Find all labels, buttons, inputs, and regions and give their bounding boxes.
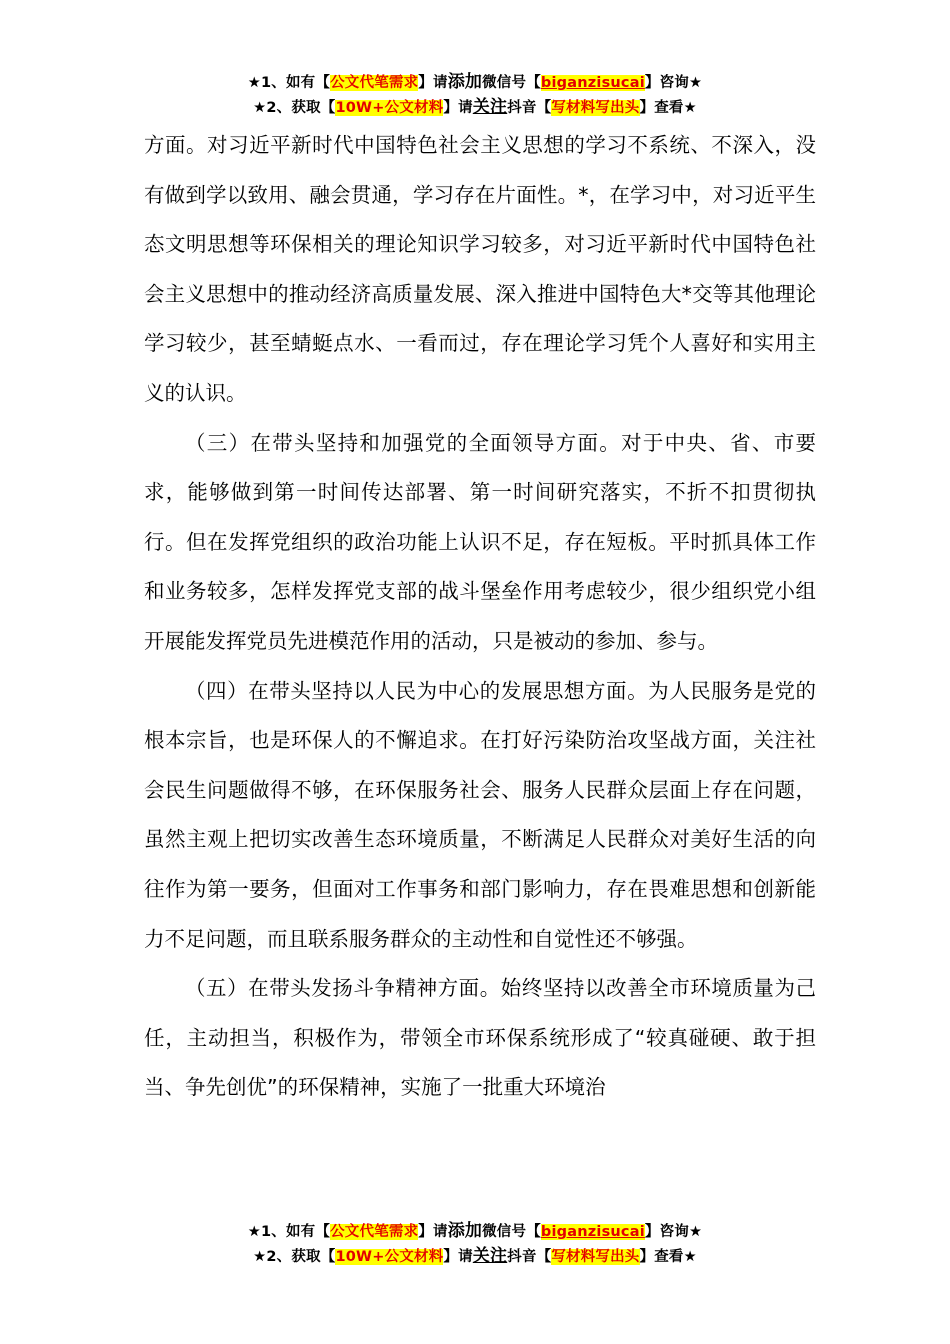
- header-line2-prefix: ★2、获取【: [253, 100, 336, 116]
- header-line1-emphasis: 添加: [447, 72, 483, 92]
- header-promo-banner: [0, 70, 950, 120]
- header-line2-suffix: 】查看★: [639, 100, 697, 116]
- document-body: [144, 121, 816, 1113]
- footer-line1-suffix: 】咨询★: [644, 1224, 703, 1240]
- header-line2-highlight-materials: 10W+公文材料: [335, 100, 444, 116]
- footer-line2-suffix: 】查看★: [639, 1249, 697, 1265]
- header-line1-suffix: 】咨询★: [644, 75, 703, 91]
- header-line1-highlight-wechat: biganzisucai: [540, 75, 645, 91]
- footer-promo-banner: [0, 1219, 950, 1269]
- header-line1-highlight-service: 公文代笔需求: [330, 75, 419, 91]
- header-promo-line-1: [0, 70, 950, 95]
- header-line2-emphasis: 关注: [472, 97, 508, 117]
- footer-line2-prefix: ★2、获取【: [253, 1249, 336, 1265]
- footer-line1-highlight-wechat: biganzisucai: [540, 1224, 645, 1240]
- header-line2-middle: 】请: [443, 100, 473, 116]
- header-line1-middle-2: 微信号【: [482, 75, 541, 91]
- header-line1-middle: 】请: [418, 75, 448, 91]
- paragraph-continuation: 方面。对习近平新时代中国特色社会主义思想的学习不系统、不深入，没有做到学以致用、融会贯通，学习存在片面性。*，在学习中，对习近平生态文明思想等环保相关的理论知识学习较多，对习近平新时代中国特色社会主义思想中的推动经济高质量发展、深入推进中国特色大*交等其他理论学习较少，甚至蜻蜓点水、一看而过，存在理论学习凭个人喜好和实用主义的认识。: [144, 133, 816, 405]
- footer-line2-highlight-materials: 10W+公文材料: [335, 1249, 444, 1265]
- paragraph-section-4: （四）在带头坚持以人民为中心的发展思想方面。为人民服务是党的根本宗旨，也是环保人的不懈追求。在打好污染防治攻坚战方面，关注社会民生问题做得不够，在环保服务社会、服务人民群众层面上存在问题，虽然主观上把切实改善生态环境质量，不断满足人民群众对美好生活的向往作为第一要务，但面对工作事务和部门影响力，存在畏难思想和创新能力不足问题，而且联系服务群众的主动性和自觉性还不够强。: [144, 678, 816, 951]
- header-line2-middle-2: 抖音【: [507, 100, 552, 116]
- footer-line1-highlight-service: 公文代笔需求: [330, 1224, 419, 1240]
- footer-line1-middle-2: 微信号【: [482, 1224, 541, 1240]
- footer-line2-highlight-account: 写材料写出头: [551, 1249, 640, 1265]
- header-line1-prefix: ★1、如有【: [247, 75, 331, 91]
- footer-promo-line-2: [0, 1244, 950, 1269]
- footer-line2-emphasis: 关注: [472, 1246, 508, 1266]
- header-line2-highlight-account: 写材料写出头: [551, 100, 640, 116]
- paragraph-section-5: （五）在带头发扬斗争精神方面。始终坚持以改善全市环境质量为己任，主动担当，积极作为，带领全市环保系统形成了“较真碰硬、敢于担当、争先创优”的环保精神，实施了一批重大环境治: [144, 976, 816, 1100]
- footer-line1-middle: 】请: [418, 1224, 448, 1240]
- footer-promo-line-1: [0, 1219, 950, 1244]
- footer-line1-prefix: ★1、如有【: [247, 1224, 331, 1240]
- paragraph-section-3: （三）在带头坚持和加强党的全面领导方面。对于中央、省、市要求，能够做到第一时间传达部署、第一时间研究落实，不折不扣贯彻执行。但在发挥党组织的政治功能上认识不足，存在短板。平时抓具体工作和业务较多，怎样发挥党支部的战斗堡垒作用考虑较少，很少组织党小组开展能发挥党员先进模范作用的活动，只是被动的参加、参与。: [144, 430, 816, 653]
- footer-line1-emphasis: 添加: [447, 1221, 483, 1241]
- footer-line2-middle-2: 抖音【: [507, 1249, 552, 1265]
- header-promo-line-2: [0, 95, 950, 120]
- footer-line2-middle: 】请: [443, 1249, 473, 1265]
